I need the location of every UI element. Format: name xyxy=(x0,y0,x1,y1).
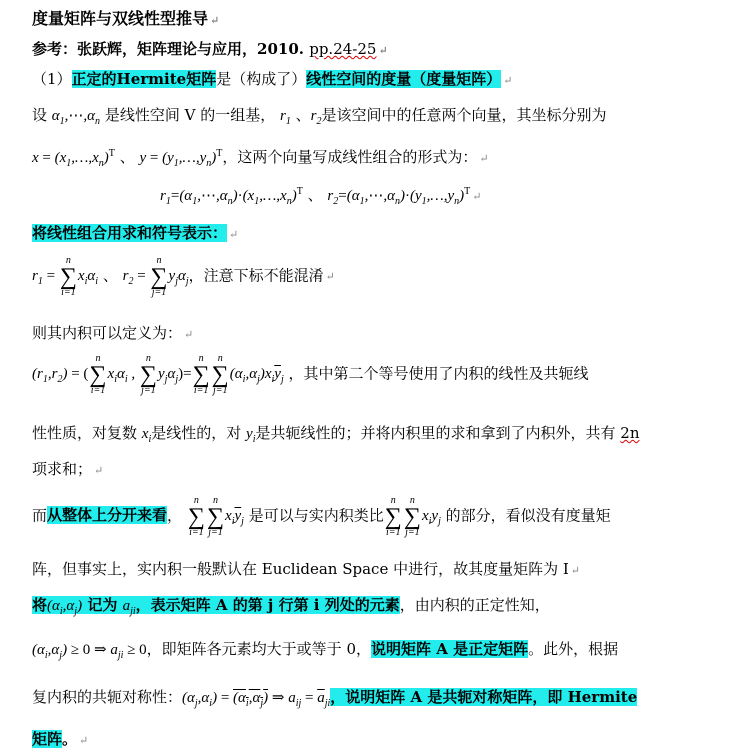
reference-text: 参考：张跃辉，矩阵理论与应用，2010. xyxy=(32,40,304,58)
p2-t1: 设 xyxy=(32,106,48,124)
p16-t1: 。 xyxy=(62,730,78,748)
reference-line xyxy=(32,38,745,59)
paragraph-mark-icon: ↵ xyxy=(479,152,489,165)
p11-t1: ， xyxy=(167,506,183,525)
highlight-overall: 从整体上分开来看 xyxy=(47,506,168,525)
highlight-positive-definite: 说明矩阵 A 是正定矩阵 xyxy=(371,640,529,658)
p9-t2: 是线性的，对 xyxy=(151,424,242,442)
x-coords-formula: $x = (x_1,\dots,x_n)^T$ xyxy=(32,148,115,169)
paragraph-3 xyxy=(32,146,745,169)
paragraph-11 xyxy=(32,496,745,538)
r1-symbol: $r_1$ xyxy=(279,108,291,127)
r2-combination-formula: $r_2=(\alpha_1,\cdots,\alpha_n)\cdot(y_1,\dots,y_n)^T$ xyxy=(327,186,471,207)
inner-product-formula: $(r_1,r_2)$ = ( n ∑ i=1 $x_i\alpha_i$ , n ∑ j=1 $y_j\alpha_j)=$ n ∑ i=1 n ∑ j=1 $(\alpha_i,\alpha_j)x_i\overline{y}_j$ xyxy=(32,353,284,396)
p13-hl2: 记为 xyxy=(87,596,118,614)
paragraph-14 xyxy=(32,638,745,661)
p10-t1: 项求和； xyxy=(32,460,93,478)
r1-sum-formula: $r_1$ = n ∑ i=1 $x_i\alpha_i$ xyxy=(32,255,99,298)
paragraph-6 xyxy=(32,256,745,298)
p13-hl1: 将 xyxy=(32,596,48,614)
paragraph-mark-icon: ↵ xyxy=(570,564,581,577)
p2-t2: 是线性空间 V 的一组基， xyxy=(104,106,276,124)
p3-t2: ，这两个向量写成线性组合的形式为： xyxy=(222,148,478,166)
basis-formula: $\alpha_1,\cdots,\alpha_n$ xyxy=(51,108,101,127)
paragraph-mark-icon: ↵ xyxy=(378,44,388,57)
paragraph-16 xyxy=(32,728,745,749)
paragraph-9 xyxy=(32,422,745,445)
p15-t1: 复内积的共轭对称性： xyxy=(32,688,183,706)
paragraph-mark-icon: ↵ xyxy=(229,228,239,241)
doc-title xyxy=(32,6,745,29)
paragraph-mark-icon: ↵ xyxy=(210,14,220,27)
paragraph-5 xyxy=(32,222,745,243)
p11-t3: 的部分，看似没有度量矩 xyxy=(445,506,611,525)
paragraph-2 xyxy=(32,104,745,127)
r1-combination-formula: $r_1=(\alpha_1,\cdots,\alpha_n)\cdot(x_1,\dots,x_n)^T$ xyxy=(160,186,303,207)
double-sum-real-formula: n ∑ i=1 n ∑ j=1 $x_iy_j$ xyxy=(384,495,441,538)
highlight-sum-notation: 将线性组合用求和符号表示： xyxy=(32,224,228,242)
highlight-hermite: 正定的Hermite矩阵 xyxy=(71,70,217,88)
xi-symbol: $x_i$ xyxy=(141,426,152,445)
p8-t1: ，其中第二个等号使用了内积的线性及共轭线 xyxy=(288,364,589,383)
paragraph-mark-icon: ↵ xyxy=(503,74,513,87)
paragraph-7 xyxy=(32,322,745,343)
paragraph-1 xyxy=(32,68,745,89)
p6-t1: 、 xyxy=(102,266,118,285)
p14-t1: ，即矩阵各元素均大于或等于 0， xyxy=(146,640,371,658)
paragraph-12 xyxy=(32,558,745,579)
paragraph-15 xyxy=(32,686,745,709)
reference-pages: pp.24-25 xyxy=(309,40,377,58)
p9-t1: 性性质，对复数 xyxy=(32,424,138,442)
r2-sum-formula: $r_2$ = n ∑ j=1 $y_j\alpha_j$ xyxy=(122,255,189,298)
paragraph-10 xyxy=(32,458,745,479)
double-sum-conj-formula: n ∑ i=1 n ∑ j=1 $x_i\overline{y}_j$ xyxy=(187,495,244,538)
paragraph-mark-icon: ↵ xyxy=(325,270,335,284)
separator-comma: 、 xyxy=(307,186,323,204)
p11-t2: 是可以与实内积类比 xyxy=(248,506,384,525)
highlight-matrix-end: 矩阵 xyxy=(32,730,63,748)
p11-t0: 而 xyxy=(32,506,48,525)
paragraph-8 xyxy=(32,354,745,396)
p9-t3: 是共轭线性的；并将内积里的求和拿到了内积外，共有 xyxy=(255,424,616,442)
p2-t4: 是该空间中的任意两个向量，其坐标分别为 xyxy=(321,106,607,124)
yi-symbol: $y_i$ xyxy=(246,426,256,445)
p2-t3: 、 xyxy=(295,106,311,124)
count-2n: 2n xyxy=(620,424,640,442)
p3-t1: 、 xyxy=(119,148,135,166)
highlight-metric: 线性空间的度量（度量矩阵） xyxy=(306,70,502,88)
r2-symbol: $r_2$ xyxy=(310,108,322,127)
p13-hl3: ，表示矩阵 A 的第 j 行第 i 列处的元素 xyxy=(135,596,400,614)
paragraph-mark-icon: ↵ xyxy=(472,190,482,203)
highlight-hermite-matrix: ，说明矩阵 A 是共轭对称矩阵，即 Hermite xyxy=(330,688,638,706)
p14-t2: 。此外，根据 xyxy=(528,640,619,658)
item-number: （1） xyxy=(32,70,72,88)
p7-t1: 则其内积可以定义为： xyxy=(32,324,183,342)
paragraph-mark-icon: ↵ xyxy=(184,328,194,341)
highlight-define-aji: 将$(\alpha_i,\alpha_j)$ 记为 $a_{ji}$，表示矩阵 A 的第 j 行第 i 列处的元素 xyxy=(32,596,400,617)
conjugate-symmetry-formula: $(\alpha_j,\alpha_i) = (\alpha_i,\alpha_j)$ ⇒ $a_{ij} = \overline{a}_{ji}$ xyxy=(182,690,331,709)
p12-t1: 阵，但事实上，实内积一般默认在 Euclidean Space 中进行，故其度量矩阵为 I xyxy=(32,560,569,578)
title-text: 度量矩阵与双线性型推导 xyxy=(32,9,209,28)
p13-t1: ，由内积的正定性知， xyxy=(399,596,550,614)
paragraph-mark-icon: ↵ xyxy=(79,734,89,747)
paragraph-13 xyxy=(32,594,745,617)
positive-definite-formula: $(\alpha_i,\alpha_j) \ge 0$ ⇒ $a_{ji} \ge 0$ xyxy=(32,642,147,661)
p1-text: 是（构成了） xyxy=(216,70,307,88)
p6-t2: ，注意下标不能混淆 xyxy=(188,266,324,285)
paragraph-mark-icon: ↵ xyxy=(94,464,104,477)
y-coords-formula: $y = (y_1,\dots,y_n)^T$ xyxy=(139,148,223,169)
paragraph-4 xyxy=(160,184,745,207)
